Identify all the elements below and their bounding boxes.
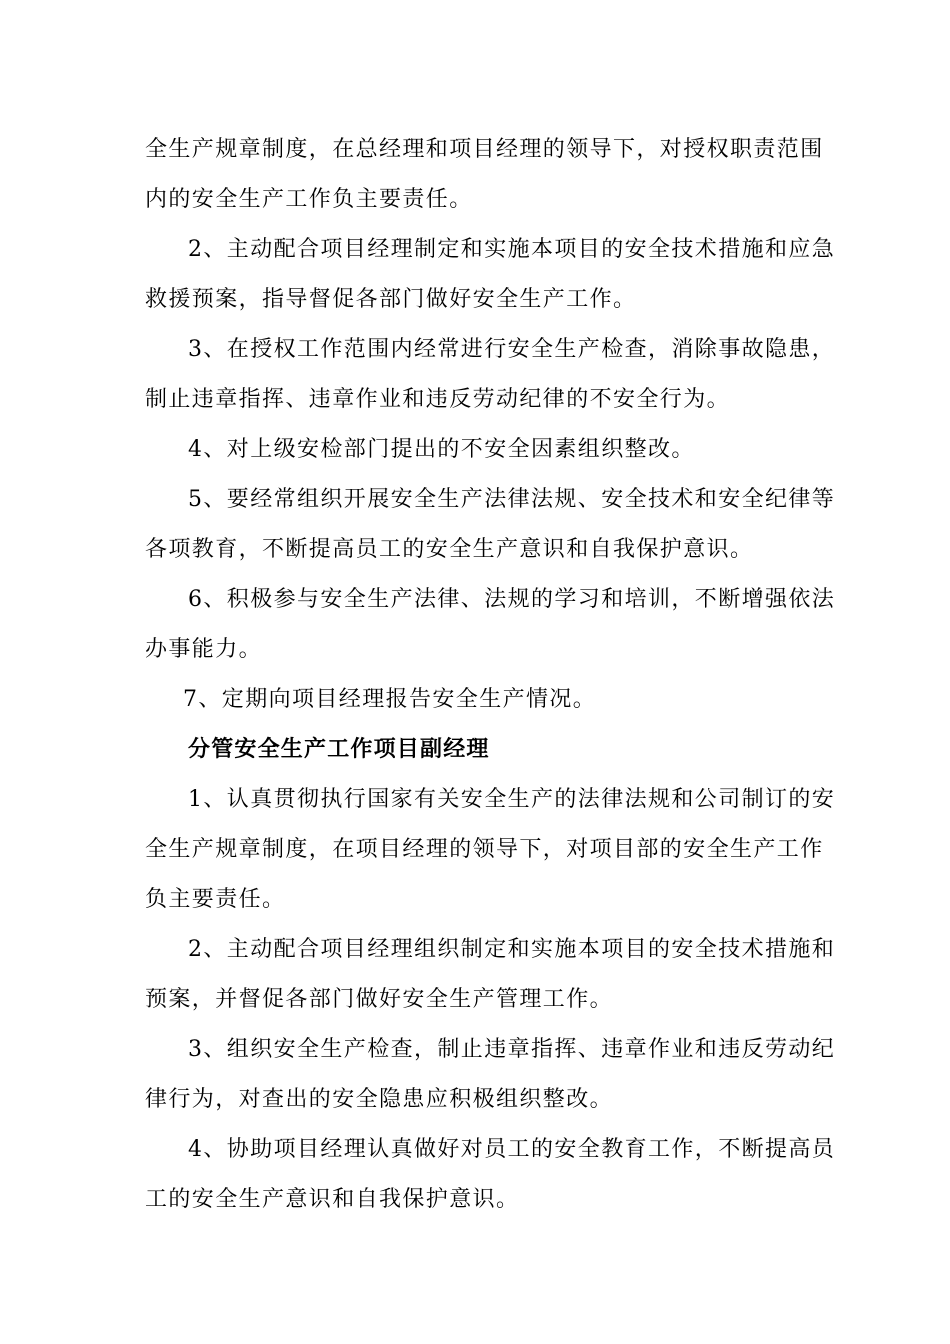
text-line: 4、对上级安检部门提出的不安全因素组织整改。 [188,437,695,462]
text-line: 7、定期向项目经理报告安全生产情况。 [183,687,597,712]
text-line: 内的安全生产工作负主要责任。 [145,187,473,212]
text-line: 4、协助项目经理认真做好对员工的安全教育工作，不断提高员 [188,1137,836,1162]
text-line: 各项教育，不断提高员工的安全生产意识和自我保护意识。 [145,537,754,562]
text-line: 5、要经常组织开展安全生产法律法规、安全技术和安全纪律等 [188,487,836,512]
text-line: 3、在授权工作范围内经常进行安全生产检查，消除事故隐患， [188,337,836,362]
text-line: 预案，并督促各部门做好安全生产管理工作。 [145,987,614,1012]
text-line: 负主要责任。 [145,887,286,912]
text-line: 6、积极参与安全生产法律、法规的学习和培训，不断增强依法 [188,587,836,612]
text-line: 2、主动配合项目经理制定和实施本项目的安全技术措施和应急 [188,237,836,262]
text-line: 全生产规章制度，在总经理和项目经理的领导下，对授权职责范围 [145,137,824,162]
text-line: 制止违章指挥、违章作业和违反劳动纪律的不安全行为。 [145,387,731,412]
text-line: 办事能力。 [145,637,263,662]
text-line: 3、组织安全生产检查，制止违章指挥、违章作业和违反劳动纪 [188,1037,836,1062]
section-heading: 分管安全生产工作项目副经理 [188,737,490,762]
text-line: 救援预案，指导督促各部门做好安全生产工作。 [145,287,637,312]
text-line: 1、认真贯彻执行国家有关安全生产的法律法规和公司制订的安 [188,787,836,812]
text-line: 2、主动配合项目经理组织制定和实施本项目的安全技术措施和 [188,937,836,962]
text-line: 工的安全生产意识和自我保护意识。 [145,1187,520,1212]
text-line: 律行为，对查出的安全隐患应积极组织整改。 [145,1087,614,1112]
text-line: 全生产规章制度，在项目经理的领导下，对项目部的安全生产工作 [145,837,824,862]
